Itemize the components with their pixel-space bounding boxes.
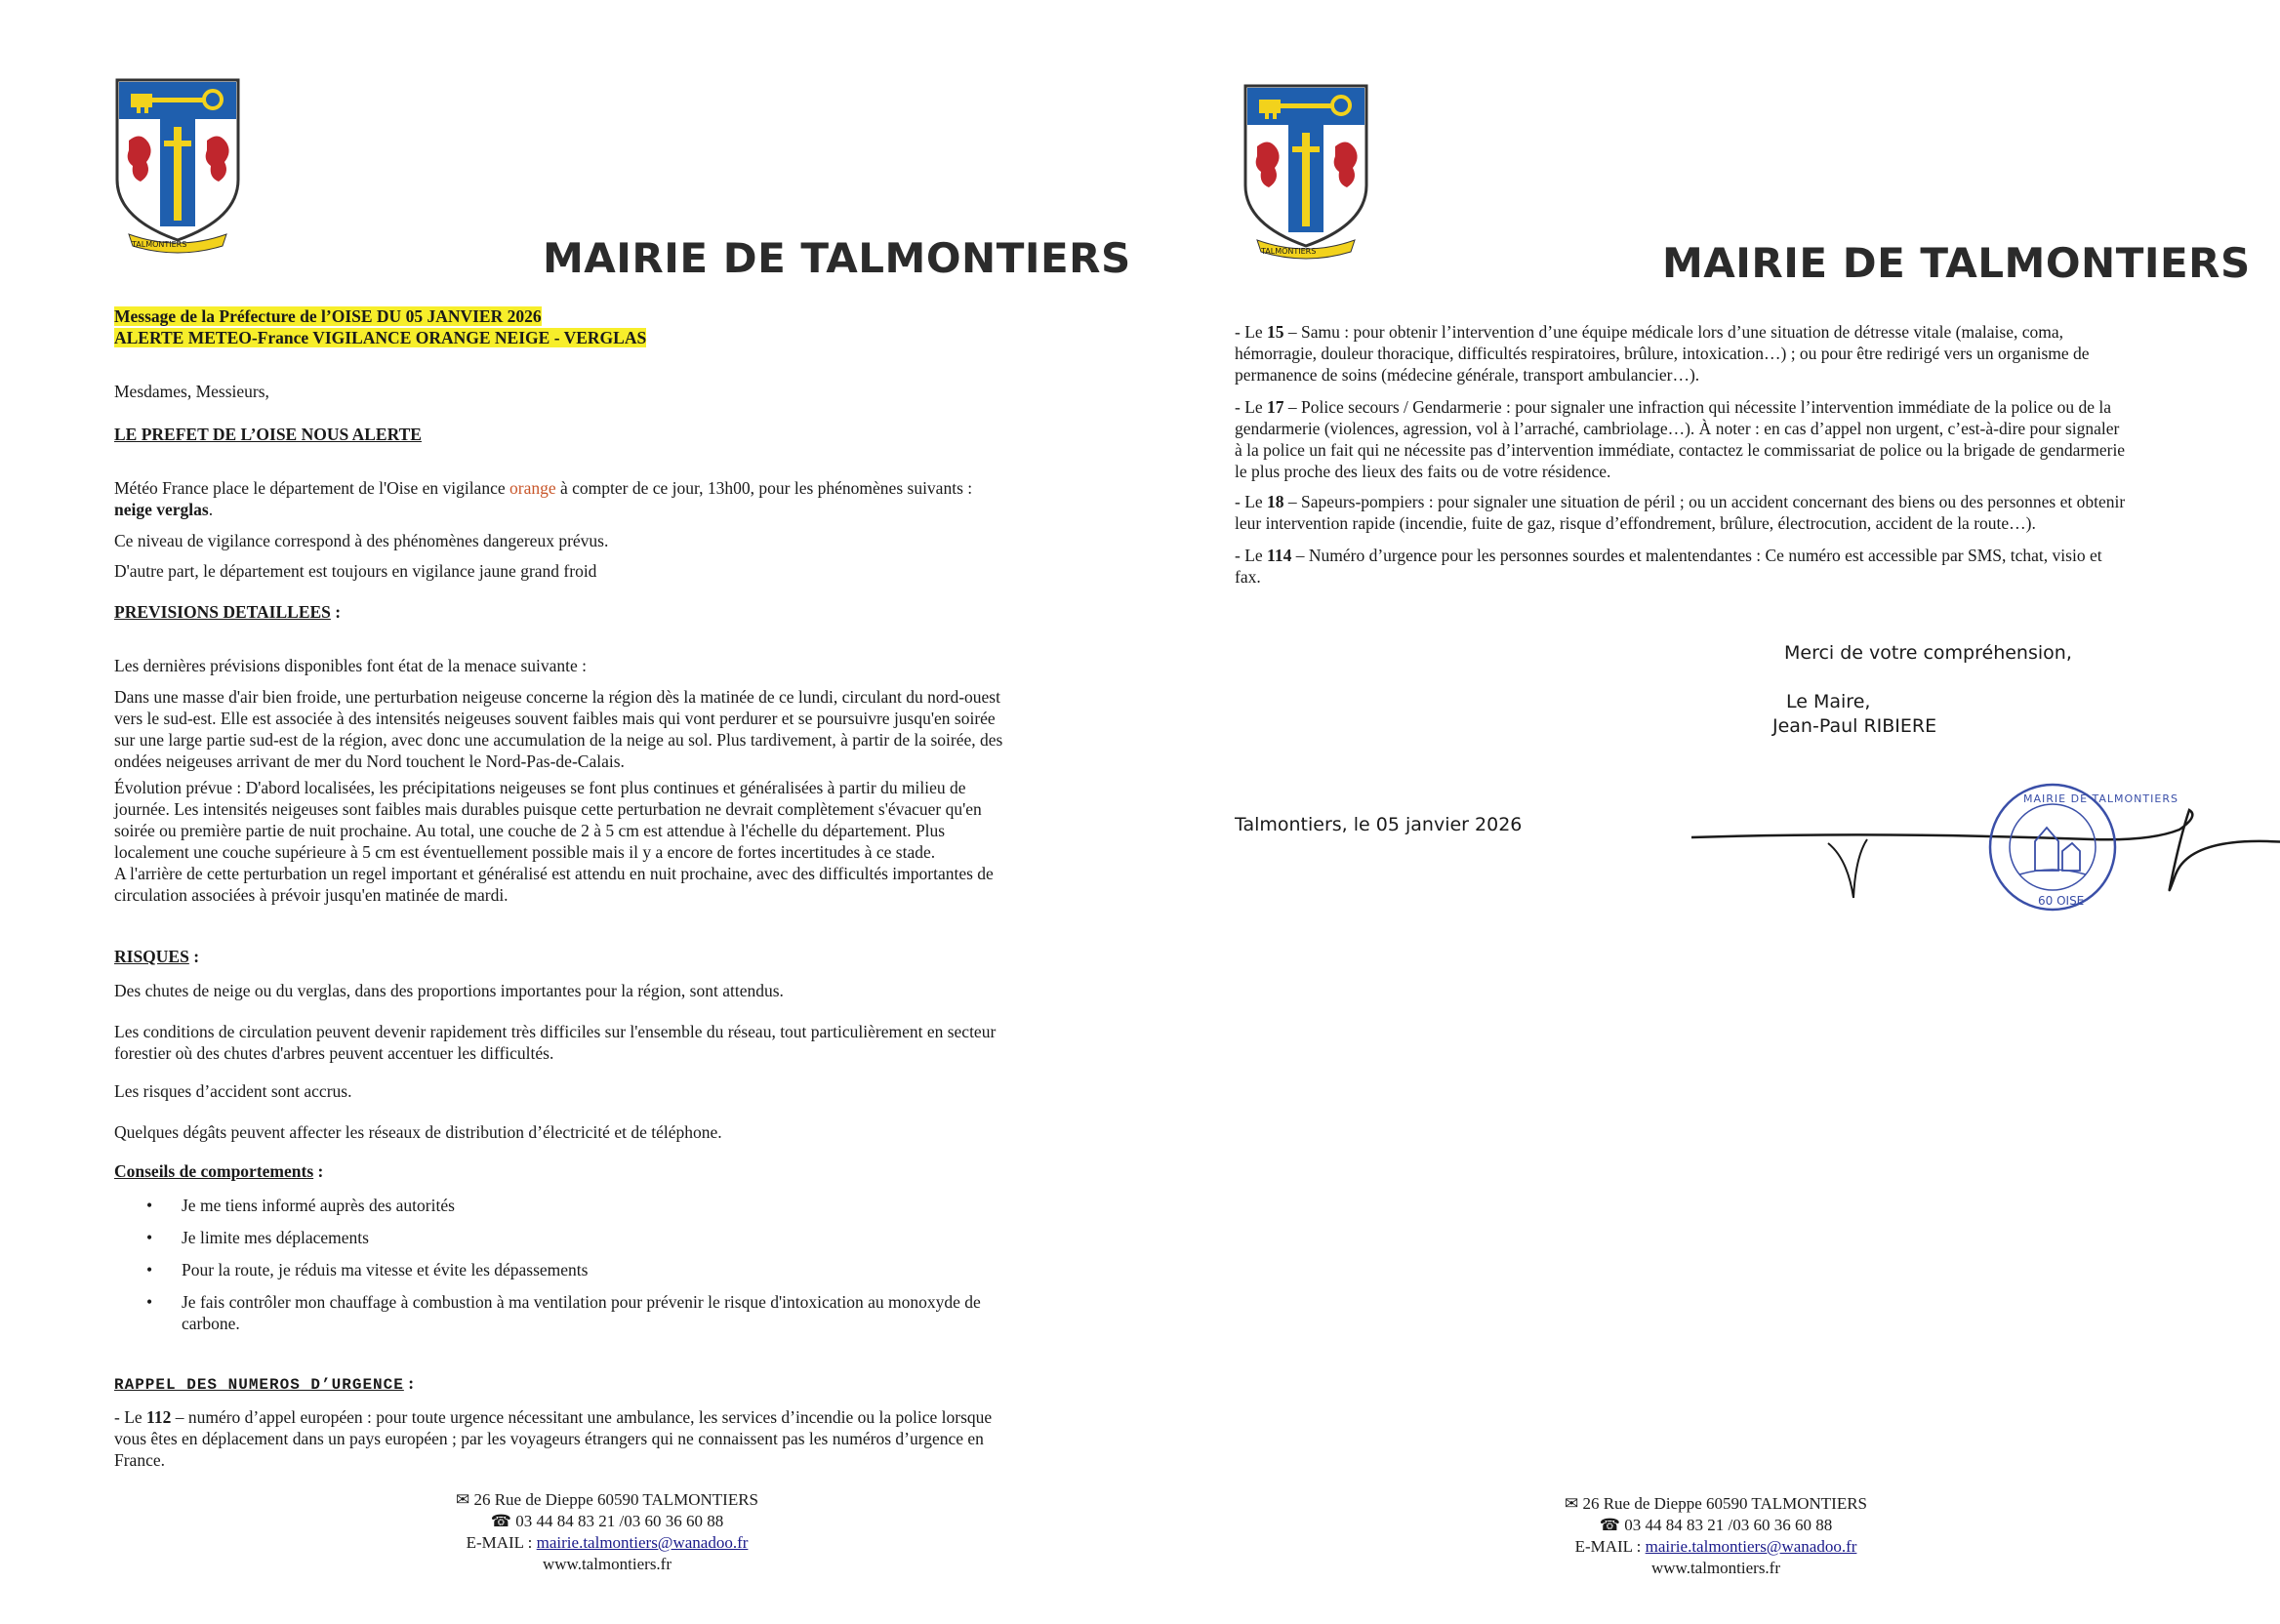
- previsions-heading-row: [114, 601, 341, 623]
- text-line: vers le sud-est. Elle est associée à des intensités neigeuses souvent faibles mais qui vont perdurer et se poursuivre jusqu'en soirée: [114, 709, 996, 728]
- alert-banner: [114, 305, 646, 348]
- phone-icon: ☎: [1599, 1516, 1620, 1534]
- footer-website: www.talmontiers.fr: [542, 1555, 672, 1573]
- list-item-text: Pour la route, je réduis ma vitesse et évite les dépassements: [182, 1260, 589, 1279]
- bullet-icon: •: [146, 1228, 153, 1247]
- risques-3: Les risques d’accident sont accrus.: [114, 1081, 352, 1101]
- number-18: 18: [1267, 492, 1284, 511]
- footer-right: [1501, 1493, 1931, 1579]
- crest-ribbon-text: TALMONTIERS: [132, 240, 187, 249]
- text-line: Dans une masse d'air bien froide, une perturbation neigeuse concerne la région dès la matinée de ce lundi, circulant du nord-ouest: [114, 687, 1000, 707]
- risques-2: [114, 1021, 996, 1064]
- text-line: gendarmerie (violences, agression, vol à l’arraché, cambriolage…). À noter : en cas d’appel non urgent, c’est-à-dire pour signaler: [1235, 419, 2120, 438]
- list-item: [146, 1259, 589, 1280]
- previsions-heading: PREVISIONS DETAILLEES: [114, 602, 331, 622]
- text-b: – Samu : pour obtenir l’intervention d’une équipe médicale lors d’une situation de détresse vitale (malaise, coma,: [1283, 322, 2063, 342]
- text-line: France.: [114, 1450, 165, 1470]
- page-title: MAIRIE DE TALMONTIERS: [543, 234, 1131, 282]
- text-line: circulation associées à prévoir jusqu'en matinée de mardi.: [114, 885, 509, 905]
- text-a: - Le: [114, 1407, 147, 1427]
- crest-ribbon-text: TALMONTIERS: [1261, 247, 1317, 256]
- phone-icon: ☎: [490, 1512, 511, 1530]
- numero-15: [1235, 321, 2090, 386]
- list-item: [146, 1195, 455, 1216]
- previsions-paragraph-2: [114, 777, 994, 906]
- text-line: ondées neigeuses arrivant de mer du Nord touchent le Nord-Pas-de-Calais.: [114, 751, 625, 771]
- text-line: Évolution prévue : D'abord localisées, les précipitations neigeuses se font plus continues et généralisées à partir du milieu de: [114, 778, 966, 797]
- bullet-icon: •: [146, 1292, 153, 1312]
- jaune-line: D'autre part, le département est toujours en vigilance jaune grand froid: [114, 561, 597, 581]
- footer-email-label: E-MAIL :: [466, 1533, 537, 1552]
- number-17: 17: [1267, 397, 1284, 417]
- coat-of-arms-icon: [109, 72, 246, 258]
- footer-phone: 03 44 84 83 21 /03 60 36 60 88: [1624, 1516, 1833, 1534]
- text-b: – Numéro d’urgence pour les personnes sourdes et malentendantes : Ce numéro est accessible par SMS, tchat, visio et: [1291, 546, 2102, 565]
- text-line: sur une large partie sud-est de la région, avec donc une accumulation de la neige au sol. Plus tardivement, à partir de la soirée, des: [114, 730, 1003, 750]
- footer-email-link[interactable]: mairie.talmontiers@wanadoo.fr: [536, 1533, 749, 1552]
- text-line: forestier où des chutes d'arbres peuvent accentuer les difficultés.: [114, 1043, 554, 1063]
- risques-4: Quelques dégâts peuvent affecter les réseaux de distribution d’électricité et de téléphone.: [114, 1122, 722, 1142]
- text-a: - Le: [1235, 546, 1268, 565]
- text-a: - Le: [1235, 322, 1268, 342]
- list-item-text-cont: carbone.: [182, 1314, 240, 1333]
- orange-level: orange: [509, 478, 556, 498]
- text-a: - Le: [1235, 397, 1268, 417]
- envelope-icon: ✉: [1564, 1494, 1579, 1513]
- text-line: localement une couche supérieure à 5 cm est éventuellement possible mais il y a encore de fortes incertitudes à ce stade.: [114, 842, 936, 862]
- text-line: Les conditions de circulation peuvent devenir rapidement très difficiles sur l'ensemble du réseau, tout particulièrement en secteur: [114, 1022, 997, 1041]
- text-line: leur intervention rapide (incendie, fuite de gaz, risque d’effondrement, brûlure, électrocution, accident de la route…).: [1235, 513, 2036, 533]
- footer-address: 26 Rue de Dieppe 60590 TALMONTIERS: [473, 1490, 759, 1509]
- bullet-icon: •: [146, 1196, 153, 1215]
- previsions-colon: :: [330, 602, 342, 622]
- thanks-line: Merci de votre compréhension,: [1784, 642, 2072, 664]
- footer-email-label: E-MAIL :: [1574, 1537, 1646, 1556]
- rappel-colon: :: [403, 1373, 415, 1393]
- rappel-heading: RAPPEL DES NUMEROS D’URGENCE: [114, 1376, 404, 1394]
- alert-line-2: ALERTE METEO-France VIGILANCE ORANGE NEIGE - VERGLAS: [114, 328, 647, 347]
- footer-phone: 03 44 84 83 21 /03 60 36 60 88: [515, 1512, 724, 1530]
- text-line: hémorragie, douleur thoracique, difficultés respiratoires, brûlure, intoxication…) ; ou pour être redirigé vers un organisme de: [1235, 344, 2090, 363]
- list-item-text: Je me tiens informé auprès des autorités: [182, 1196, 455, 1215]
- risques-heading-row: [114, 946, 199, 967]
- conseils-heading: Conseils de comportements: [114, 1161, 314, 1181]
- text-line: à la police un fait qui ne nécessite pas d’intervention immédiate, contactez le commissariat de police ou la brigade de gendarmerie: [1235, 440, 2126, 460]
- greeting: Mesdames, Messieurs,: [114, 382, 269, 401]
- page-right: [1140, 0, 2280, 1624]
- intro-paragraph: [114, 477, 972, 520]
- previsions-intro: Les dernières prévisions disponibles font état de la menace suivante :: [114, 656, 588, 675]
- risques-colon: :: [188, 947, 200, 966]
- list-item-text: Je limite mes déplacements: [182, 1228, 369, 1247]
- risques-1: Des chutes de neige ou du verglas, dans des proportions importantes pour la région, sont attendus.: [114, 981, 784, 1000]
- text-line: A l'arrière de cette perturbation un regel important et généralisé est attendu en nuit prochaine, avec des difficultés importantes de: [114, 864, 994, 883]
- numero-114: [1235, 545, 2102, 588]
- envelope-icon: ✉: [455, 1490, 470, 1509]
- place-date: Talmontiers, le 05 janvier 2026: [1235, 814, 1523, 835]
- risques-heading: RISQUES: [114, 947, 189, 966]
- intro-text-a: Météo France place le département de l'Oise en vigilance: [114, 478, 509, 498]
- list-item: [146, 1227, 369, 1248]
- stamp-bottom-text: 60 OISE: [2038, 894, 2085, 908]
- previsions-paragraph-1: [114, 686, 1002, 772]
- page-title: MAIRIE DE TALMONTIERS: [1662, 239, 2251, 287]
- text-b: – numéro d’appel européen : pour toute urgence nécessitant une ambulance, les services d’incendie ou la police lorsque: [171, 1407, 993, 1427]
- phenomena-bold: neige verglas: [114, 500, 209, 519]
- intro-end: .: [208, 500, 214, 519]
- list-item-text: Je fais contrôler mon chauffage à combustion à ma ventilation pour prévenir le risque d'intoxication au monoxyde de: [182, 1292, 981, 1312]
- alert-line-1: Message de la Préfecture de l’OISE DU 05 JANVIER 2026: [114, 306, 542, 326]
- intro-text-b: à compter de ce jour, 13h00, pour les phénomènes suivants :: [555, 478, 973, 498]
- conseils-colon: :: [313, 1161, 324, 1181]
- bullet-icon: •: [146, 1260, 153, 1279]
- text-line: journée. Les intensités neigeuses sont faibles mais durables puisque cette perturbation ne devrait complètement s'évacuer qu'en: [114, 799, 982, 819]
- numero-18: [1235, 491, 2125, 534]
- footer-left: [392, 1489, 822, 1575]
- text-line: soirée ou première partie de nuit prochaine. Au total, une couche de 2 à 5 cm est attendue à l'échelle du département. Plus: [114, 821, 946, 840]
- mayor-title: Le Maire,: [1786, 691, 1871, 712]
- numero-112: [114, 1406, 992, 1471]
- vigilance-line: Ce niveau de vigilance correspond à des phénomènes dangereux prévus.: [114, 531, 609, 550]
- stamp-top-text: MAIRIE DE TALMONTIERS: [2023, 792, 2178, 805]
- numero-17: [1235, 396, 2125, 482]
- number-15: 15: [1267, 322, 1284, 342]
- text-line: fax.: [1235, 567, 1261, 587]
- mayor-name: Jean-Paul RIBIERE: [1772, 715, 1937, 737]
- conseils-heading-row: [114, 1160, 323, 1182]
- list-item: [146, 1291, 981, 1334]
- text-line: permanence de soins (médecine générale, transport ambulancier…).: [1235, 365, 1700, 385]
- text-a: - Le: [1235, 492, 1268, 511]
- coat-of-arms-icon: [1238, 78, 1374, 264]
- footer-address: 26 Rue de Dieppe 60590 TALMONTIERS: [1582, 1494, 1868, 1513]
- number-112: 112: [146, 1407, 172, 1427]
- signature-stamp-icon: [1682, 781, 2280, 927]
- footer-email-link[interactable]: mairie.talmontiers@wanadoo.fr: [1645, 1537, 1857, 1556]
- text-b: – Sapeurs-pompiers : pour signaler une situation de péril ; ou un accident concernant des biens ou des personnes et obtenir: [1283, 492, 2126, 511]
- prefet-heading: LE PREFET DE L’OISE NOUS ALERTE: [114, 425, 422, 444]
- text-line: le plus proche des lieux des faits ou de votre résidence.: [1235, 462, 1611, 481]
- footer-website: www.talmontiers.fr: [1650, 1559, 1781, 1577]
- rappel-heading-row: [114, 1372, 414, 1396]
- text-line: vous êtes en déplacement dans un pays européen ; par les voyageurs étrangers qui ne connaissent pas les numéros d’urgence en: [114, 1429, 984, 1448]
- text-b: – Police secours / Gendarmerie : pour signaler une infraction qui nécessite l’intervention immédiate de la police ou de la: [1283, 397, 2112, 417]
- number-114: 114: [1267, 546, 1292, 565]
